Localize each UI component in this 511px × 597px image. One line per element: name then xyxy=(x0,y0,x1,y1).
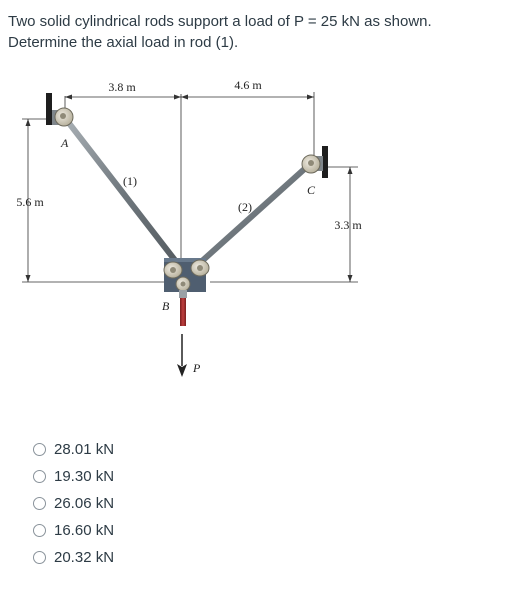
answer-option-label: 19.30 kN xyxy=(54,468,115,485)
point-label-a: A xyxy=(61,136,69,150)
answer-option[interactable] xyxy=(33,463,114,490)
load-rod-clevis xyxy=(179,290,187,298)
answer-option-label: 20.32 kN xyxy=(54,549,115,566)
load-arrow xyxy=(177,334,187,377)
question-text xyxy=(8,11,503,53)
joint-b-plate xyxy=(164,258,209,292)
rod-diagram xyxy=(0,72,511,392)
answer-option[interactable] xyxy=(33,544,114,571)
load-rod xyxy=(180,298,186,326)
point-label-b: B xyxy=(162,299,170,313)
dim-label-3-3: 3.3 m xyxy=(334,218,362,232)
answer-option-label: 16.60 kN xyxy=(54,522,115,539)
radio-button[interactable] xyxy=(33,551,46,564)
dim-label-5-6: 5.6 m xyxy=(16,195,44,209)
answer-options xyxy=(33,436,114,571)
question-line-1: Two solid cylindrical rods support a load of P = 25 kN as shown. xyxy=(8,13,432,30)
truss-figure xyxy=(0,72,511,392)
dim-label-3-8: 3.8 m xyxy=(108,80,136,94)
dimension-arrowheads xyxy=(26,95,353,283)
point-label-c: C xyxy=(307,183,316,197)
radio-button[interactable] xyxy=(33,470,46,483)
question-line-2: Determine the axial load in rod (1). xyxy=(8,34,239,51)
radio-button[interactable] xyxy=(33,497,46,510)
answer-option-label: 28.01 kN xyxy=(54,441,115,458)
answer-option[interactable] xyxy=(33,490,114,517)
wall-support-a xyxy=(46,93,52,125)
clevis-a xyxy=(52,108,73,126)
load-label-p: P xyxy=(193,361,201,375)
radio-button[interactable] xyxy=(33,524,46,537)
answer-option[interactable] xyxy=(33,436,114,463)
rod-label-1: (1) xyxy=(123,174,137,188)
rod-label-2: (2) xyxy=(238,200,252,214)
clevis-c xyxy=(302,155,323,173)
rod-1 xyxy=(65,118,181,268)
answer-option[interactable] xyxy=(33,517,114,544)
rod-2 xyxy=(192,164,310,270)
dim-label-4-6: 4.6 m xyxy=(234,78,262,92)
radio-button[interactable] xyxy=(33,443,46,456)
answer-option-label: 26.06 kN xyxy=(54,495,115,512)
